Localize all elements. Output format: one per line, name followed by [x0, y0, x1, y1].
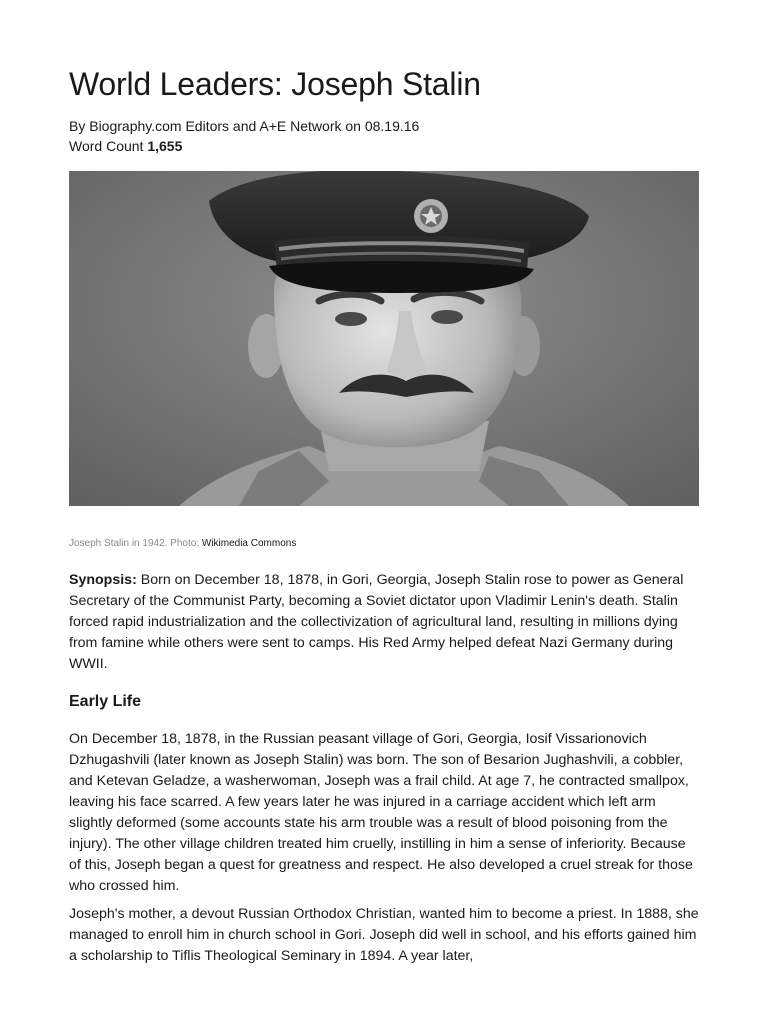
- article-photo: [69, 171, 699, 506]
- body-paragraph: Joseph's mother, a devout Russian Orthodox Christian, wanted him to become a priest. In 1888, she managed to enroll him in church school in Gori. Joseph did well in school, and his efforts gained him a scholarship to Tiflis Theological Seminary in 1894. A year later,: [69, 906, 699, 964]
- word-count: [69, 136, 182, 156]
- synopsis-label: Synopsis:: [69, 572, 137, 588]
- caption-text: Joseph Stalin in 1942. Photo:: [69, 538, 200, 549]
- body-paragraph: On December 18, 1878, in the Russian peasant village of Gori, Georgia, Iosif Vissarionovich Dzhugashvili (later known as Joseph Stalin) was born. The son of Besarion Jughashvili, a cobbler, and Ketevan Geladze, a washerwoman, Joseph was a frail child. At age 7, he contracted smallpox, leaving his face scarred. A few years later he was injured in a carriage accident which left arm slightly deformed (some accounts state his arm trouble was a result of blood poisoning from the injury). The other village children treated him cruelly, instilling in him a sense of inferiority. Because of this, Joseph began a quest for greatness and respect. He also developed a cruel streak for those who crossed him.: [69, 731, 693, 894]
- photo-caption: [69, 537, 296, 551]
- caption-source-link[interactable]: Wikimedia Commons: [201, 538, 297, 549]
- article-byline: By Biography.com Editors and A+E Network on 08.19.16: [69, 118, 420, 134]
- section-heading-early-life: Early Life: [69, 693, 142, 710]
- synopsis-paragraph: [69, 570, 701, 675]
- word-count-value: 1,655: [147, 138, 183, 154]
- article-title: World Leaders: Joseph Stalin: [69, 66, 481, 102]
- portrait-image: [69, 171, 699, 506]
- synopsis-text: Born on December 18, 1878, in Gori, Georgia, Joseph Stalin rose to power as General Secretary of the Communist Party, becoming a Soviet dictator upon Vladimir Lenin's death. Stalin forced rapid industrialization and the collectivization of agricultural land, resulting in millions dying from famine while others were sent to camps. His Red Army helped defeat Nazi Germany during WWII.: [69, 572, 684, 672]
- word-count-label: Word Count: [69, 138, 144, 154]
